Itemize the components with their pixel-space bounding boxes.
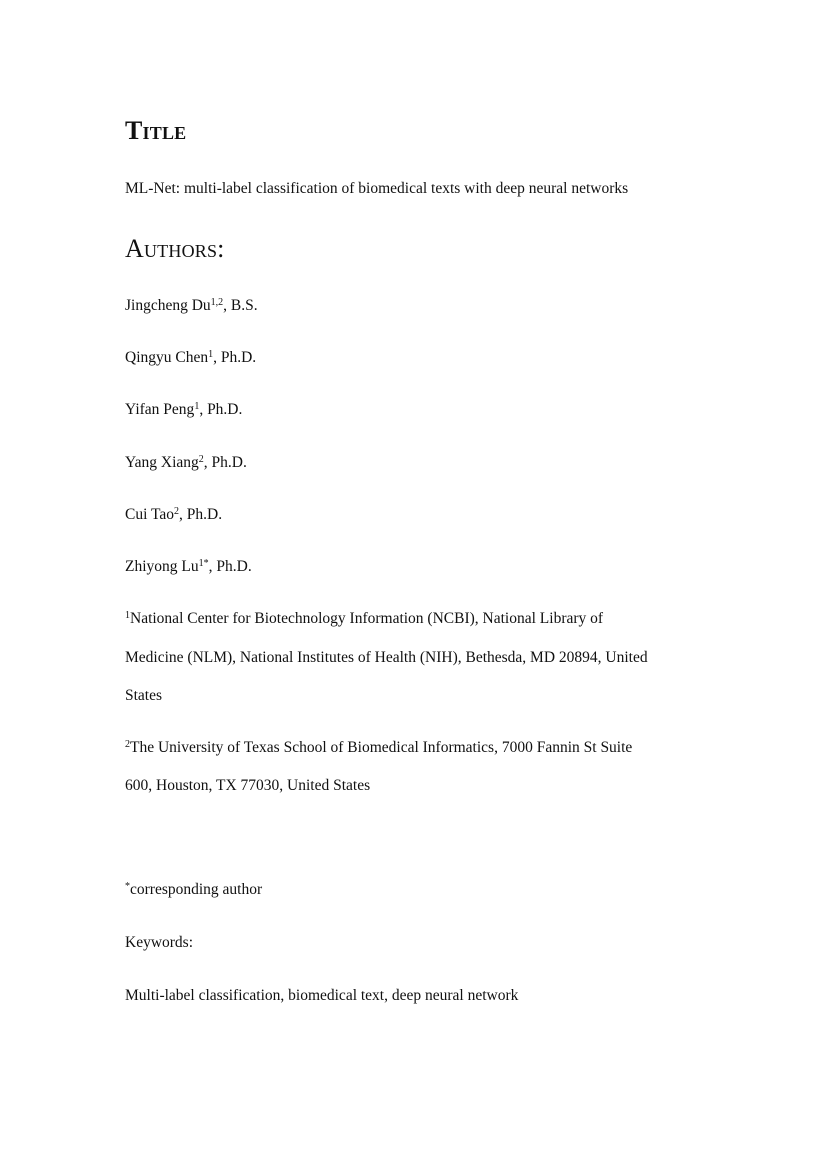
author-affiliation-marker: 1 bbox=[208, 349, 214, 360]
author-name: Jingcheng Du bbox=[125, 297, 211, 314]
author-degree: , Ph.D. bbox=[208, 558, 252, 575]
author-affiliation-marker: 1 bbox=[194, 401, 200, 412]
authors-heading: Authors: bbox=[125, 234, 225, 263]
author-degree: , Ph.D. bbox=[213, 349, 257, 366]
author-affiliation-marker: 2 bbox=[174, 506, 180, 517]
author-name: Qingyu Chen bbox=[125, 349, 209, 366]
author-line bbox=[125, 505, 222, 525]
affiliation-marker: 2 bbox=[125, 739, 130, 750]
author-name: Yifan Peng bbox=[125, 401, 195, 418]
author-affiliation-marker: 1* bbox=[198, 558, 209, 569]
author-name: Zhiyong Lu bbox=[125, 558, 199, 575]
author-line bbox=[125, 557, 252, 577]
affiliation-2-line-2: 600, Houston, TX 77030, United States bbox=[125, 777, 371, 794]
author-name: Yang Xiang bbox=[125, 454, 199, 471]
corresponding-author-note: *corresponding author bbox=[125, 881, 263, 898]
author-degree: , B.S. bbox=[223, 297, 258, 314]
author-line bbox=[125, 453, 247, 473]
author-line bbox=[125, 296, 258, 316]
author-affiliation-marker: 2 bbox=[198, 454, 204, 465]
title-heading: Title bbox=[125, 116, 187, 145]
author-degree: , Ph.D. bbox=[179, 506, 223, 523]
paper-title: ML-Net: multi-label classification of biomedical texts with deep neural networks bbox=[125, 180, 629, 197]
author-line bbox=[125, 348, 256, 368]
author-degree: , Ph.D. bbox=[199, 401, 243, 418]
affiliation-2-line-1: $^2$The University of Texas School of Biomedical Informatics, 7000 Fannin St Suite bbox=[125, 739, 633, 756]
affiliation-1-line-2: Medicine (NLM), National Institutes of Health (NIH), Bethesda, MD 20894, United bbox=[125, 649, 648, 666]
author-line bbox=[125, 400, 242, 420]
keywords-label: Keywords: bbox=[125, 934, 194, 951]
affiliation-marker: 1 bbox=[125, 610, 130, 621]
affiliation-1-line-3: States bbox=[125, 687, 163, 704]
author-name: Cui Tao bbox=[125, 506, 175, 523]
affiliation-1-line-1: $^1$National Center for Biotechnology Information (NCBI), National Library of bbox=[125, 610, 604, 627]
author-degree: , Ph.D. bbox=[203, 454, 247, 471]
corresponding-marker: * bbox=[125, 881, 130, 892]
keywords-text: Multi-label classification, biomedical text, deep neural network bbox=[125, 987, 519, 1004]
author-affiliation-marker: 1,2 bbox=[210, 297, 224, 308]
